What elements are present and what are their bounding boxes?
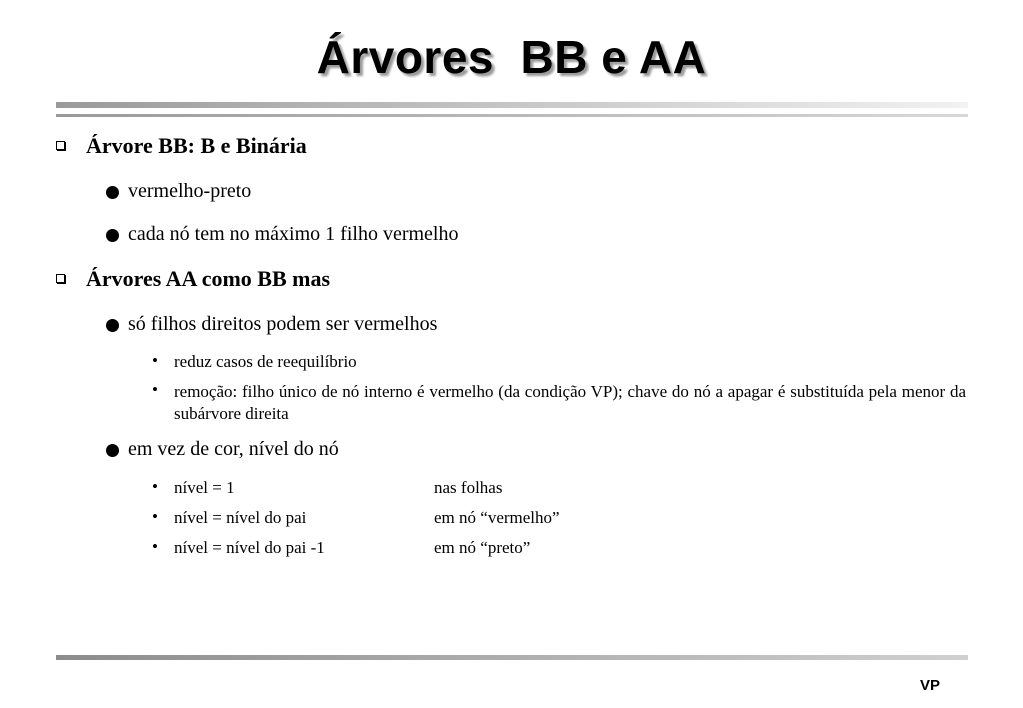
sub-bullet-text: reduz casos de reequilíbrio — [174, 352, 357, 371]
footer-divider — [56, 655, 968, 660]
level-rule: nível = nível do pai — [174, 508, 307, 527]
small-bullet-icon: • — [152, 477, 158, 496]
sub-bullet-text: remoção: filho único de nó interno é vermelho (da condição VP); chave do nó a apagar é substituída pela menor da subárvore direita — [174, 382, 966, 423]
footer-initials: VP — [920, 677, 941, 694]
slide-title: Árvores BB e AA — [316, 31, 707, 83]
small-bullet-icon: • — [152, 537, 158, 556]
section-heading: Árvore BB: B e Binária — [86, 133, 307, 158]
small-bullet-icon: • — [152, 507, 158, 526]
round-bullet-icon — [106, 229, 119, 242]
title-divider-thin — [56, 114, 968, 117]
level-rule: nível = 1 — [174, 478, 235, 497]
round-bullet-icon — [106, 186, 119, 199]
bullet-text: só filhos direitos podem ser vermelhos — [128, 313, 438, 335]
square-bullet-icon — [56, 274, 65, 283]
round-bullet-icon — [106, 319, 119, 332]
level-rule: nível = nível do pai -1 — [174, 538, 325, 557]
bullet-text: em vez de cor, nível do nó — [128, 438, 339, 460]
bullet-text: vermelho-preto — [128, 180, 252, 202]
title-divider — [56, 102, 968, 108]
small-bullet-icon: • — [152, 351, 158, 370]
square-bullet-icon — [56, 141, 65, 150]
bullet-text: cada nó tem no máximo 1 filho vermelho — [128, 223, 459, 245]
section-heading: Árvores AA como BB mas — [86, 266, 331, 291]
level-where: nas folhas — [434, 478, 503, 497]
round-bullet-icon — [106, 444, 119, 457]
level-where: em nó “preto” — [434, 538, 531, 557]
level-where: em nó “vermelho” — [434, 508, 560, 527]
small-bullet-icon: • — [152, 380, 158, 399]
